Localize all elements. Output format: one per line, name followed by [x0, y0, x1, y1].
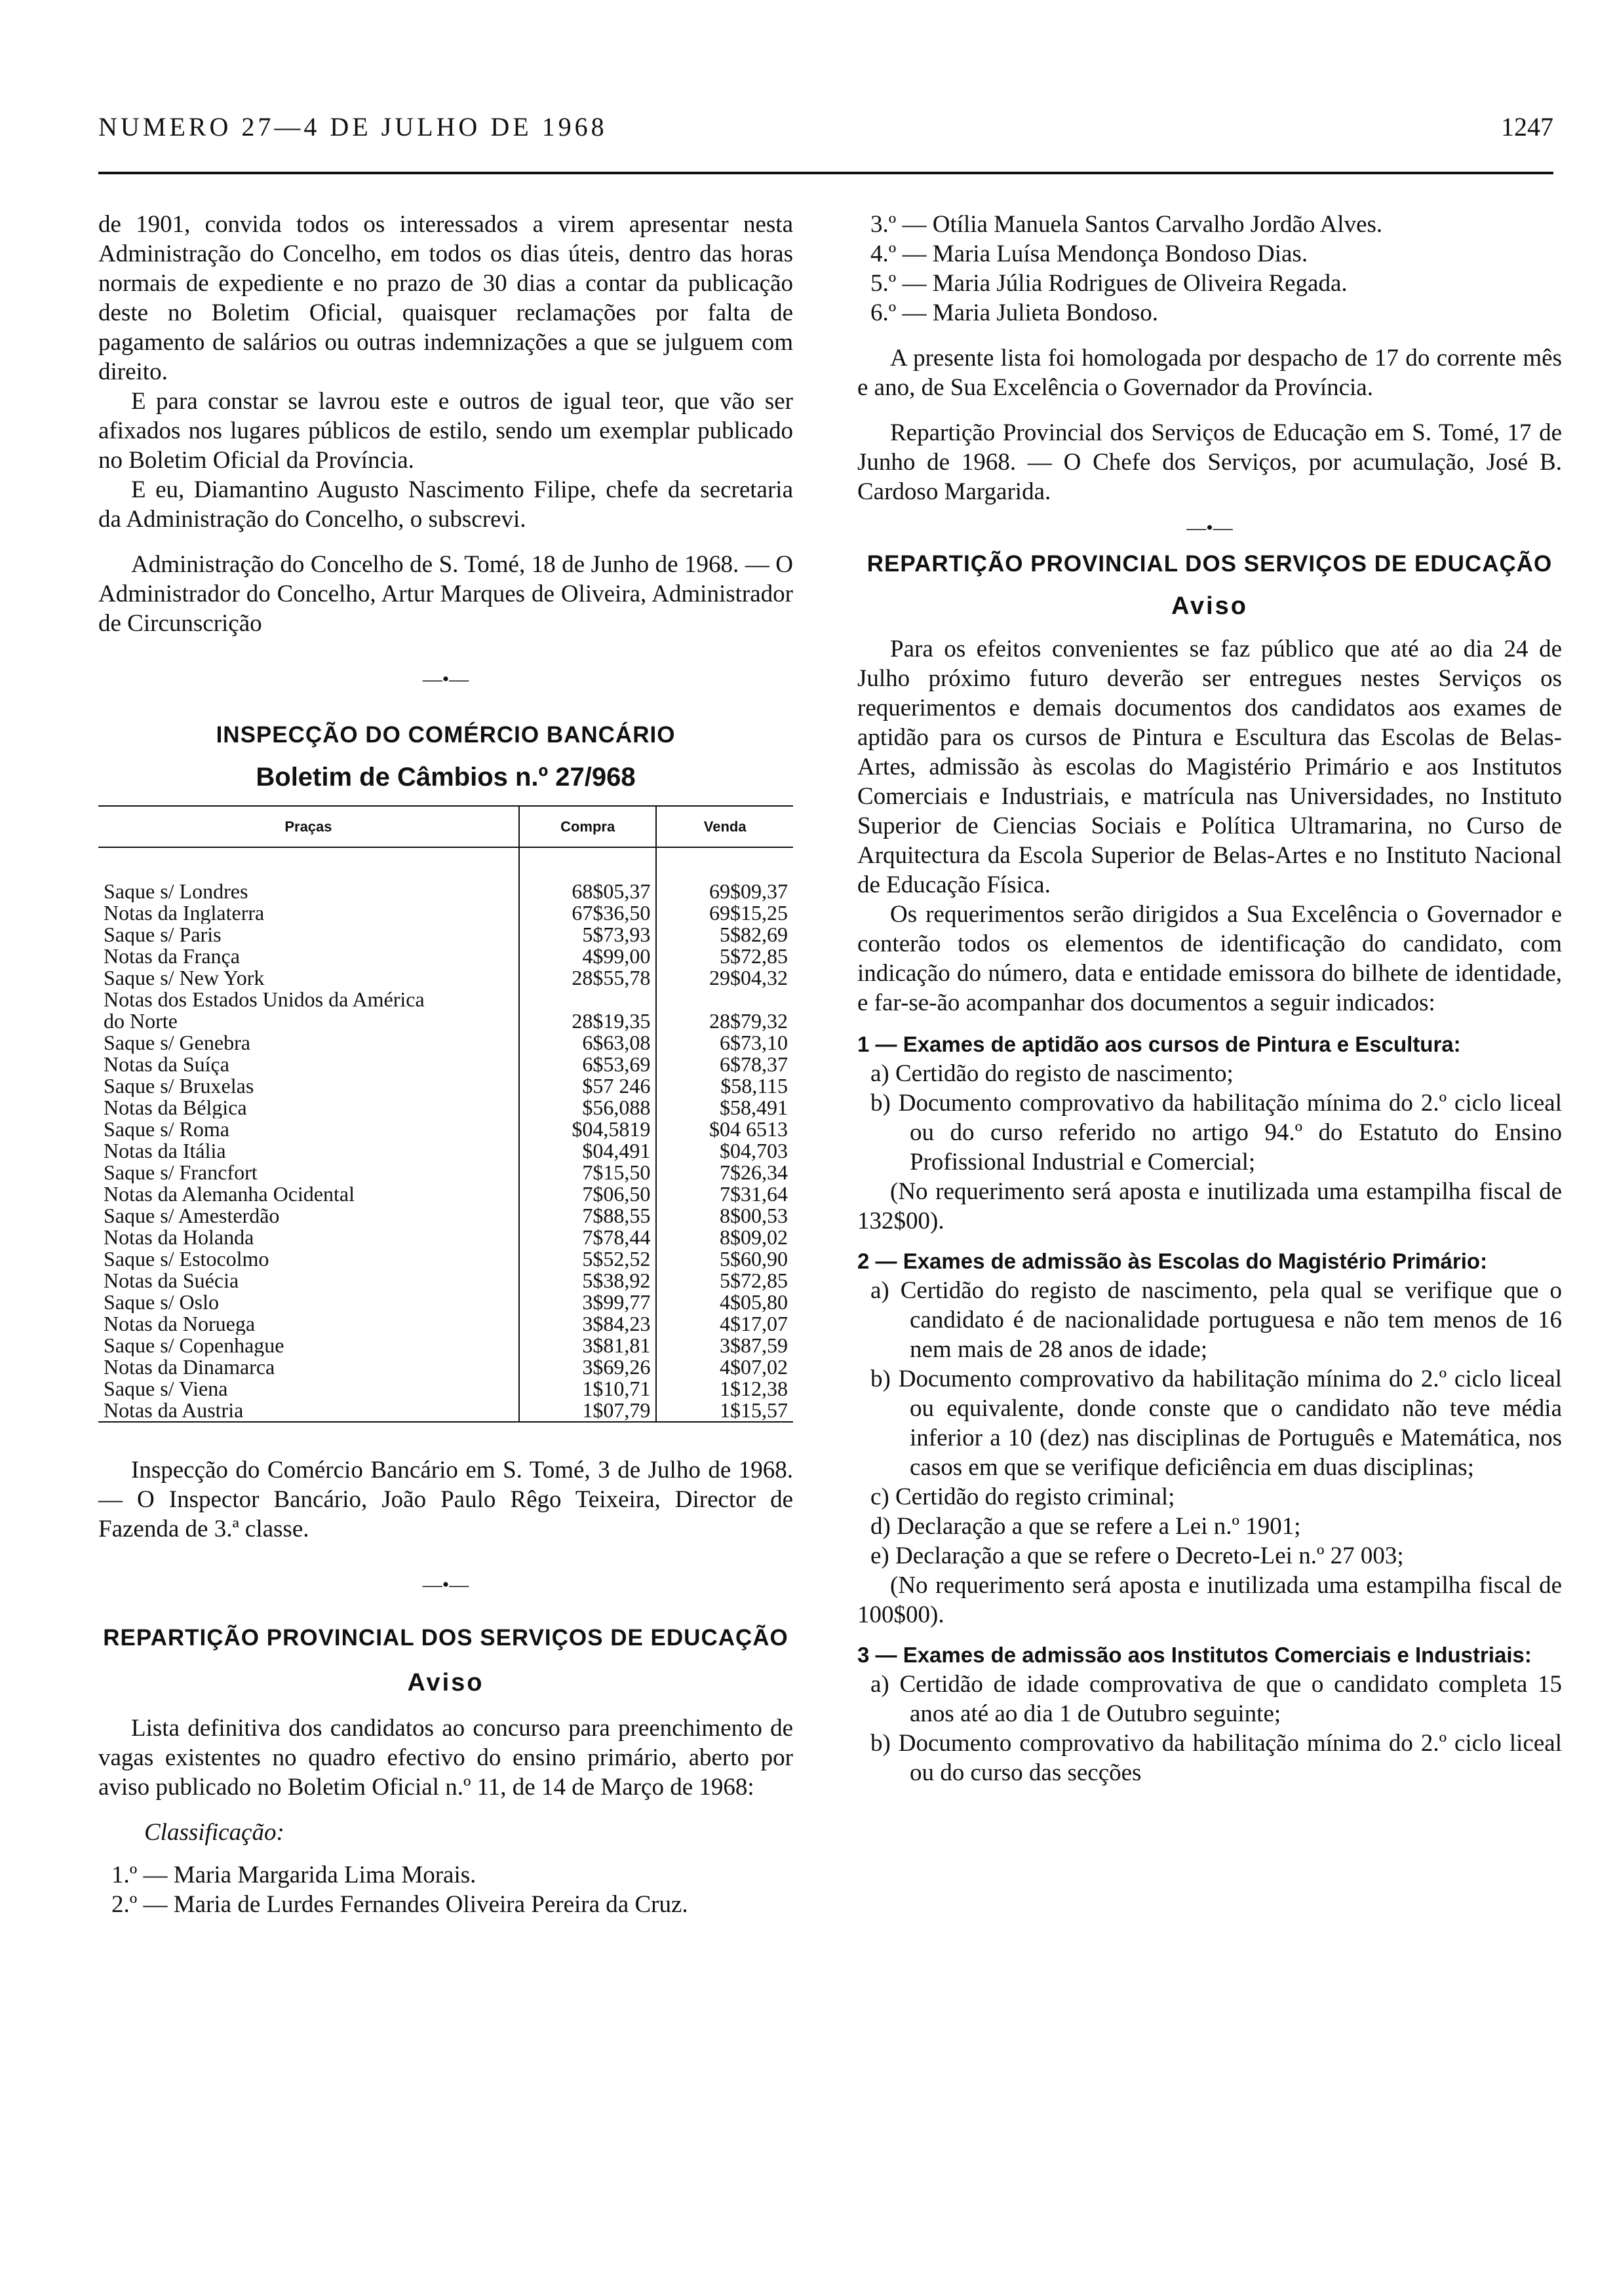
- table-row: [98, 1248, 793, 1270]
- sell-cell: 1$15,57: [656, 1400, 793, 1422]
- list-item: 5.º — Maria Júlia Rodrigues de Oliveira Regada.: [870, 270, 1348, 297]
- sell-cell: 3$87,59: [656, 1335, 793, 1356]
- note: (No requerimento será aposta e inutilizada uma estampilha fiscal de 100$00).: [857, 1572, 1562, 1628]
- table-row: [98, 946, 793, 967]
- table-row: [98, 1378, 793, 1400]
- ornament: —•—: [422, 668, 469, 690]
- sell-cell: 4$05,80: [656, 1292, 793, 1313]
- bulletin-title: Boletim de Câmbios n.º 27/968: [256, 763, 636, 792]
- section-title: REPARTIÇÃO PROVINCIAL DOS SERVIÇOS DE EDUCAÇÃO: [866, 551, 1553, 577]
- list-item: 6.º — Maria Julieta Bondoso.: [870, 299, 1158, 326]
- sell-cell: 5$60,90: [656, 1248, 793, 1270]
- place-cell: Notas da França: [104, 946, 240, 967]
- buy-cell: $04,491: [519, 1140, 657, 1162]
- sell-cell: 6$73,10: [656, 1032, 793, 1054]
- list-item: 4.º — Maria Luísa Mendonça Bondoso Dias.: [870, 240, 1308, 267]
- buy-cell: 7$88,55: [519, 1205, 657, 1227]
- table-row: [98, 1400, 793, 1422]
- buy-cell: $56,088: [519, 1097, 657, 1119]
- sell-cell: 8$00,53: [656, 1205, 793, 1227]
- place-cell: do Norte: [104, 1010, 178, 1032]
- paragraph: A presente lista foi homologada por despacho de 17 do corrente mês e ano, de Sua Excelência o Governador da Província.: [857, 345, 1562, 401]
- buy-cell: 5$38,92: [519, 1270, 657, 1292]
- paragraph: Para os efeitos convenientes se faz público que até ao dia 24 de Julho próximo futuro deverão ser entregues nestes Serviços os requerimentos e demais documentos dos candidatos aos exames de aptidão para os cursos de Pintura e Escultura das Escolas de Belas-Artes, admissão às escolas do Magistério Primário e aos Institutos Comerciais e Industriais, e matrícula nas Universidades, no Instituto Superior de Ciencias Sociais e Política Ultramarina, no Curso de Arquitectura da Escola Superior de Belas-Artes e no Instituto Nacional de Educação Física.: [857, 636, 1562, 898]
- exam-heading: 2 — Exames de admissão às Escolas do Magistério Primário:: [857, 1249, 1488, 1273]
- header-rule: [98, 172, 1553, 174]
- place-cell: Saque s/ Oslo: [104, 1292, 219, 1313]
- sell-cell: $58,491: [656, 1097, 793, 1119]
- paragraph: de 1901, convida todos os interessados a virem apresentar nesta Administração do Concelho, em todos os dias úteis, dentro das horas normais de expediente e no prazo de 30 dias a contar da publicação deste no Boletim Oficial, quaisquer reclamações por falta de pagamento de salários ou outras indemnizações a que se julguem com direito.: [98, 211, 793, 385]
- buy-cell: 5$52,52: [519, 1248, 657, 1270]
- buy-cell: 7$06,50: [519, 1183, 657, 1205]
- paragraph: E para constar se lavrou este e outros de igual teor, que vão ser afixados nos lugares públicos de estilo, sendo um exemplar publicado no Boletim Oficial da Província.: [98, 388, 793, 474]
- signature-paragraph: Inspecção do Comércio Bancário em S. Tomé, 3 de Julho de 1968. — O Inspector Bancário, João Paulo Rêgo Teixeira, Director de Fazenda de 3.ª classe.: [98, 1457, 793, 1542]
- buy-cell: 1$10,71: [519, 1378, 657, 1400]
- buy-cell: 1$07,79: [519, 1400, 657, 1422]
- place-cell: Saque s/ Genebra: [104, 1032, 250, 1054]
- buy-cell: 3$84,23: [519, 1313, 657, 1335]
- list-item: b) Documento comprovativo da habilitação mínima do 2.º ciclo liceal ou do curso das secções: [870, 1730, 1562, 1786]
- place-cell: Notas da Bélgica: [104, 1097, 247, 1119]
- exam-heading: 3 — Exames de admissão aos Institutos Comerciais e Industriais:: [857, 1643, 1532, 1667]
- list-item: d) Declaração a que se refere a Lei n.º 1901;: [870, 1513, 1301, 1540]
- table-row: [98, 924, 793, 946]
- buy-cell: 4$99,00: [519, 946, 657, 967]
- page-number: 1247: [1501, 112, 1553, 142]
- column-header: Praças: [98, 806, 519, 847]
- buy-cell: 3$69,26: [519, 1356, 657, 1378]
- place-cell: Saque s/ Londres: [104, 881, 248, 902]
- place-cell: Notas dos Estados Unidos da América: [104, 989, 425, 1010]
- place-cell: Notas da Suécia: [104, 1270, 239, 1292]
- place-cell: Saque s/ Amesterdão: [104, 1205, 280, 1227]
- section-title: REPARTIÇÃO PROVINCIAL DOS SERVIÇOS DE EDUCAÇÃO: [103, 1625, 788, 1651]
- sell-cell: 29$04,32: [656, 967, 793, 989]
- sell-cell: 8$09,02: [656, 1227, 793, 1248]
- table-row: [98, 1140, 793, 1162]
- list-item: a) Certidão do registo de nascimento, pela qual se verifique que o candidato é de nacionalidade portuguesa e não tem menos de 16 nem mais de 28 anos de idade;: [870, 1277, 1562, 1363]
- signature-paragraph: Administração do Concelho de S. Tomé, 18 de Junho de 1968. — O Administrador do Concelho, Artur Marques de Oliveira, Administrador de Circunscrição: [98, 551, 793, 637]
- classification-heading: Classificação:: [144, 1819, 284, 1846]
- sell-cell: 5$72,85: [656, 1270, 793, 1292]
- buy-cell: 6$53,69: [519, 1054, 657, 1075]
- buy-cell: 6$63,08: [519, 1032, 657, 1054]
- place-cell: Saque s/ Bruxelas: [104, 1075, 254, 1097]
- sell-cell: 7$26,34: [656, 1162, 793, 1183]
- list-item: b) Documento comprovativo da habilitação mínima do 2.º ciclo liceal ou do curso referido no artigo 94.º do Estatuto do Ensino Profissional Industrial e Comercial;: [870, 1090, 1562, 1176]
- column-header: Venda: [656, 806, 793, 847]
- sell-cell: 28$79,32: [656, 1010, 793, 1032]
- buy-cell: 3$81,81: [519, 1335, 657, 1356]
- table-row: [98, 881, 793, 902]
- table-row: [98, 1183, 793, 1205]
- place-cell: Notas da Holanda: [104, 1227, 254, 1248]
- buy-cell: [519, 989, 657, 1010]
- table-row: [98, 902, 793, 924]
- place-cell: Saque s/ Paris: [104, 924, 222, 946]
- sell-cell: 6$78,37: [656, 1054, 793, 1075]
- place-cell: Notas da Dinamarca: [104, 1356, 275, 1378]
- sell-cell: 4$17,07: [656, 1313, 793, 1335]
- buy-cell: $04,5819: [519, 1119, 657, 1140]
- buy-cell: $57 246: [519, 1075, 657, 1097]
- sell-cell: $04,703: [656, 1140, 793, 1162]
- issue-line: NUMERO 27—4 DE JULHO DE 1968: [98, 112, 608, 142]
- place-cell: Notas da Itália: [104, 1140, 226, 1162]
- exam-heading: 1 — Exames de aptidão aos cursos de Pintura e Escultura:: [857, 1032, 1461, 1056]
- buy-cell: 7$15,50: [519, 1162, 657, 1183]
- place-cell: Saque s/ New York: [104, 967, 265, 989]
- place-cell: Saque s/ Copenhague: [104, 1335, 284, 1356]
- list-item: e) Declaração a que se refere o Decreto-Lei n.º 27 003;: [870, 1542, 1404, 1569]
- table-row: [98, 1313, 793, 1335]
- sell-cell: 69$09,37: [656, 881, 793, 902]
- place-cell: Saque s/ Viena: [104, 1378, 228, 1400]
- left-column: [98, 210, 793, 1919]
- place-cell: Notas da Suíça: [104, 1054, 229, 1075]
- notice-title: Aviso: [1171, 592, 1249, 620]
- list-item: 2.º — Maria de Lurdes Fernandes Oliveira Pereira da Cruz.: [111, 1891, 688, 1918]
- sell-cell: 1$12,38: [656, 1378, 793, 1400]
- buy-cell: 3$99,77: [519, 1292, 657, 1313]
- place-cell: Notas da Austria: [98, 1400, 519, 1422]
- paragraph: Os requerimentos serão dirigidos a Sua Excelência o Governador e conterão todos os elementos de identificação do candidato, com indicação do número, data e entidade emissora do bilhete de identidade, e far-se-ão acompanhar dos documentos a seguir indicados:: [857, 901, 1562, 1016]
- exchange-table: [98, 805, 793, 1423]
- place-cell: Notas da Noruega: [104, 1313, 256, 1335]
- sell-cell: $04 6513: [656, 1119, 793, 1140]
- column-header: Compra: [519, 806, 657, 847]
- paragraph: Lista definitiva dos candidatos ao concurso para preenchimento de vagas existentes no quadro efectivo do ensino primário, aberto por aviso publicado no Boletim Oficial n.º 11, de 14 de Março de 1968:: [98, 1715, 793, 1801]
- notice-title: Aviso: [407, 1669, 484, 1696]
- signature-paragraph: Repartição Provincial dos Serviços de Educação em S. Tomé, 17 de Junho de 1968. — O Chefe dos Serviços, por acumulação, José B. Cardoso Margarida.: [857, 419, 1562, 505]
- page-header: [98, 111, 1553, 151]
- table-row: [98, 1205, 793, 1227]
- table-row: [98, 1292, 793, 1313]
- sell-cell: 5$82,69: [656, 924, 793, 946]
- buy-cell: 28$19,35: [519, 1010, 657, 1032]
- sell-cell: $58,115: [656, 1075, 793, 1097]
- list-item: a) Certidão de idade comprovativa de que o candidato completa 15 anos até ao dia 1 de Outubro seguinte;: [870, 1671, 1562, 1727]
- table-row: [98, 1335, 793, 1356]
- sell-cell: 7$31,64: [656, 1183, 793, 1205]
- table-row: [98, 1119, 793, 1140]
- table-row: [98, 967, 793, 989]
- table-row: [98, 1162, 793, 1183]
- list-item: c) Certidão do registo criminal;: [870, 1483, 1175, 1510]
- sell-cell: 69$15,25: [656, 902, 793, 924]
- table-row: [98, 1097, 793, 1119]
- table-row: [98, 1356, 793, 1378]
- list-item: 3.º — Otília Manuela Santos Carvalho Jordão Alves.: [870, 211, 1383, 238]
- table-row: [98, 1054, 793, 1075]
- sell-cell: 4$07,02: [656, 1356, 793, 1378]
- buy-cell: 68$05,37: [519, 881, 657, 902]
- table-row: [98, 1032, 793, 1054]
- sell-cell: 5$72,85: [656, 946, 793, 967]
- ornament: —•—: [422, 1574, 469, 1596]
- place-cell: Saque s/ Estocolmo: [104, 1248, 269, 1270]
- list-item: b) Documento comprovativo da habilitação mínima do 2.º ciclo liceal ou equivalente, donde conste que o candidato não teve média inferior a 10 (dez) nas disciplinas de Português e Matemática, nos casos em que se verifique deficiência em duas disciplinas;: [870, 1366, 1562, 1481]
- table-row: [98, 1010, 793, 1032]
- place-cell: Notas da Inglaterra: [104, 902, 265, 924]
- table-row: [98, 1075, 793, 1097]
- buy-cell: 7$78,44: [519, 1227, 657, 1248]
- sell-cell: [656, 989, 793, 1010]
- table-row: [98, 989, 793, 1010]
- list-item: a) Certidão do registo de nascimento;: [870, 1060, 1234, 1087]
- table-row: [98, 1270, 793, 1292]
- table-row: [98, 1227, 793, 1248]
- section-title: INSPECÇÃO DO COMÉRCIO BANCÁRIO: [216, 722, 676, 748]
- place-cell: Saque s/ Roma: [104, 1119, 229, 1140]
- paragraph: E eu, Diamantino Augusto Nascimento Filipe, chefe da secretaria da Administração do Concelho, o subscrevi.: [98, 476, 793, 533]
- buy-cell: 67$36,50: [519, 902, 657, 924]
- note: (No requerimento será aposta e inutilizada uma estampilha fiscal de 132$00).: [857, 1178, 1562, 1234]
- place-cell: Saque s/ Francfort: [104, 1162, 258, 1183]
- place-cell: Notas da Alemanha Ocidental: [104, 1183, 355, 1205]
- ornament: —•—: [1186, 517, 1233, 539]
- right-column: [857, 210, 1562, 1788]
- buy-cell: 28$55,78: [519, 967, 657, 989]
- list-item: 1.º — Maria Margarida Lima Morais.: [111, 1862, 477, 1888]
- buy-cell: 5$73,93: [519, 924, 657, 946]
